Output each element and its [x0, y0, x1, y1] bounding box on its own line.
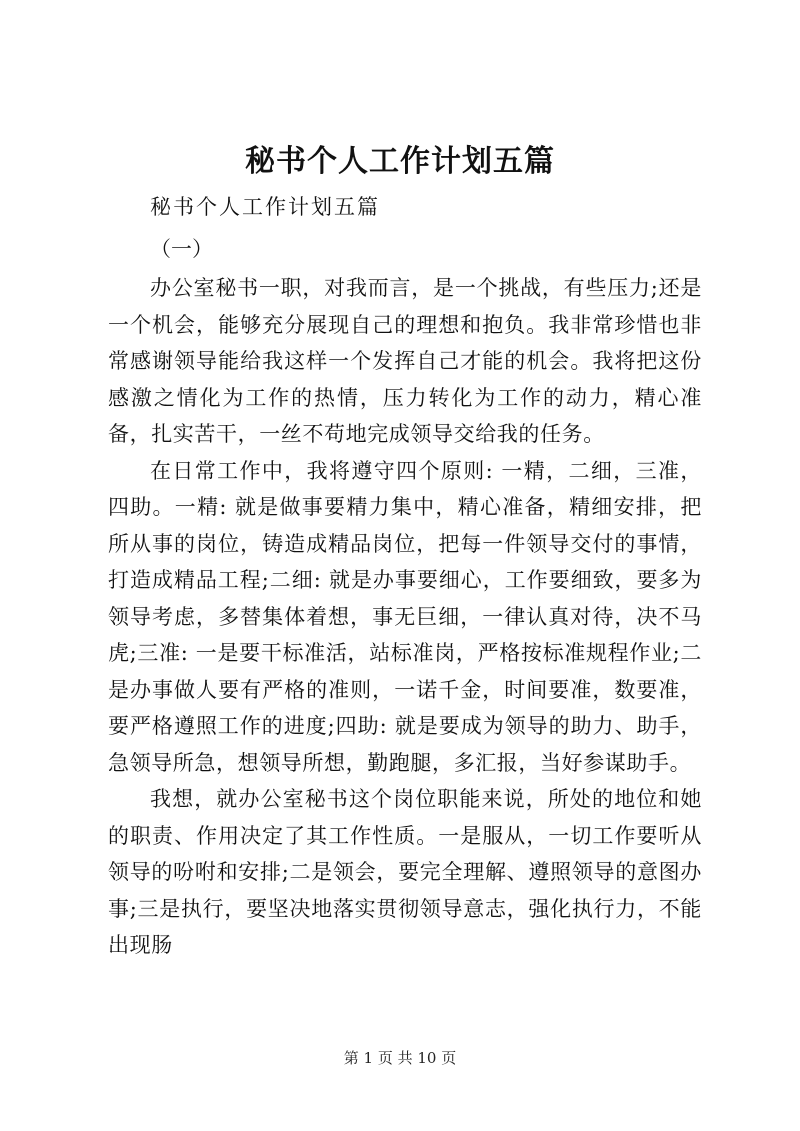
body-paragraph: 在日常工作中，我将遵守四个原则: 一精，二细，三准，四助。一精: 就是做事要精力集中，精心准备，精细安排，把所从事的岗位，铸造成精品岗位，把每一件领导交付的事情，打造成精品工程;二细: 就是办事要细心，工作要细致，要多为领导考虑，多替集体着想，事无巨细，一律认真对待，决不马虎;三准: 一是要干标准活，站标准岗，严格按标准规程作业;二是办事做人要有严格的准则，一诺千金，时间要准，数要准，要严格遵照工作的进度;四助: 就是要成为领导的助力、助手，急领导所急，想领导所想，勤跑腿，多汇报，当好参谋助手。	[108, 458, 702, 775]
page-footer: 第 1 页 共 10 页	[343, 1049, 457, 1067]
document-body	[108, 270, 702, 964]
document-subtitle: 秘书个人工作计划五篇	[150, 195, 380, 219]
section-number: （一）	[150, 237, 213, 261]
body-paragraph: 办公室秘书一职，对我而言，是一个挑战，有些压力;还是一个机会，能够充分展现自己的理想和抱负。我非常珍惜也非常感谢领导能给我这样一个发挥自己才能的机会。我将把这份感激之情化为工作的热情，压力转化为工作的动力，精心准备，扎实苦干，一丝不苟地完成领导交给我的任务。	[108, 276, 702, 446]
document-title: 秘书个人工作计划五篇	[245, 144, 555, 179]
body-paragraph: 我想，就办公室秘书这个岗位职能来说，所处的地位和她的职责、作用决定了其工作性质。一是服从，一切工作要听从领导的吩咐和安排;二是领会，要完全理解、遵照领导的意图办事;三是执行，要坚决地落实贯彻领导意志，强化执行力，不能出现肠	[108, 787, 702, 957]
